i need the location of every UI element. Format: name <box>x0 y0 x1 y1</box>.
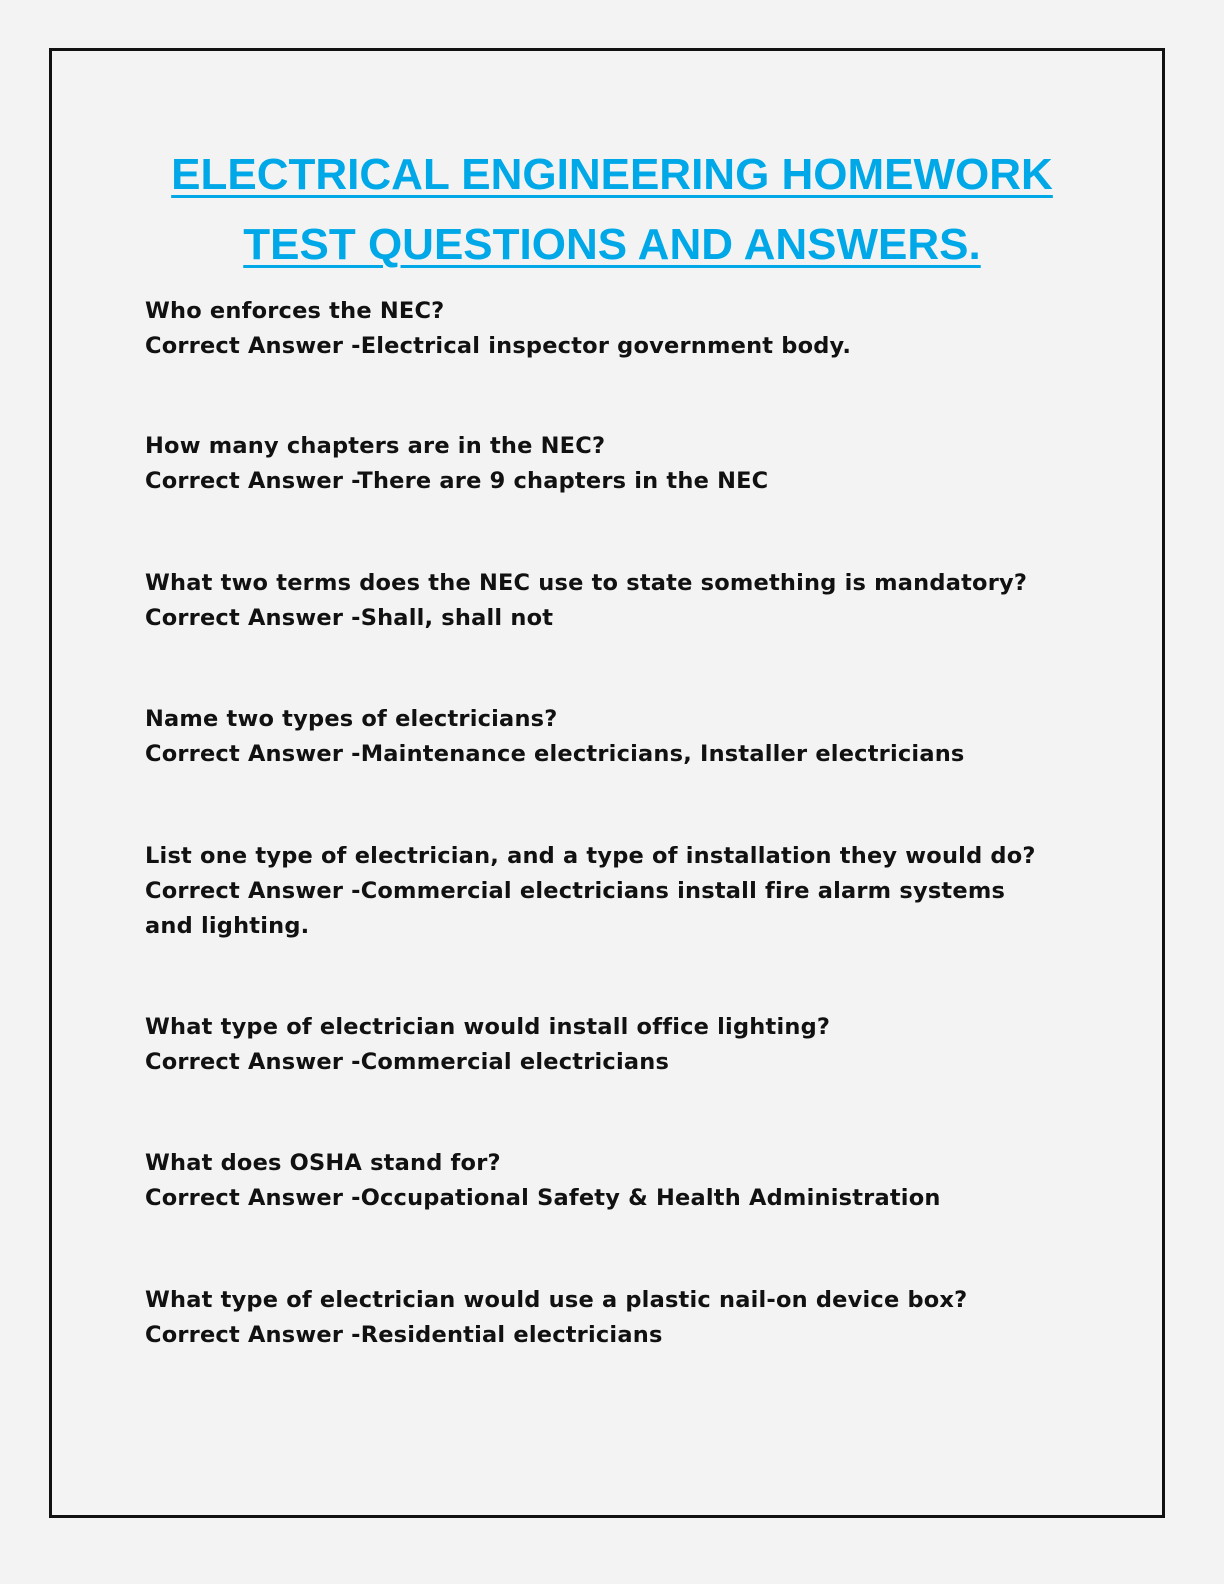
answer-value: Residential electricians <box>360 1322 663 1348</box>
answer-text <box>145 1318 1045 1353</box>
document-title <box>100 140 1124 280</box>
question-text: What type of electrician would use a plastic nail-on device box? <box>145 1287 968 1313</box>
question-text: What two terms does the NEC use to state something is mandatory? <box>145 570 1028 596</box>
answer-text <box>145 329 1045 364</box>
answer-value: Commercial electricians install fire alarm systems and lighting. <box>145 878 1006 939</box>
qa-item <box>145 1283 1045 1353</box>
answer-text <box>145 601 1045 636</box>
question-text: How many chapters are in the NEC? <box>145 433 606 459</box>
qa-item <box>145 702 1045 772</box>
answer-text <box>145 1045 1045 1080</box>
qa-item <box>145 294 1045 364</box>
answer-prefix: Correct Answer - <box>145 333 361 359</box>
answer-value: Commercial electricians <box>360 1049 670 1075</box>
answer-prefix: Correct Answer - <box>145 1185 361 1211</box>
qa-item <box>145 566 1045 636</box>
question-text: List one type of electrician, and a type of installation they would do? <box>145 843 1036 869</box>
answer-text <box>145 737 1045 772</box>
question-text: What does OSHA stand for? <box>145 1150 501 1176</box>
answer-prefix: Correct Answer - <box>145 468 358 494</box>
answer-text <box>145 464 1045 499</box>
answer-prefix: Correct Answer - <box>145 1049 361 1075</box>
qa-item <box>145 1010 1045 1080</box>
title-line-2: TEST QUESTIONS AND ANSWERS. <box>243 220 981 269</box>
question-text: Who enforces the NEC? <box>145 298 445 324</box>
answer-value: Occupational Safety & Health Administration <box>360 1185 941 1211</box>
answer-prefix: Correct Answer - <box>145 741 361 767</box>
qa-item <box>145 839 1045 944</box>
answer-value: Shall, shall not <box>360 605 554 631</box>
answer-prefix: Correct Answer - <box>145 878 361 904</box>
answer-text <box>145 874 1045 944</box>
answer-value: Electrical inspector government body. <box>360 333 852 359</box>
qa-item <box>145 429 1045 499</box>
answer-value: Maintenance electricians, Installer electricians <box>360 741 965 767</box>
answer-value: There are 9 chapters in the NEC <box>357 468 769 494</box>
answer-prefix: Correct Answer - <box>145 605 361 631</box>
title-line-1: ELECTRICAL ENGINEERING HOMEWORK <box>171 150 1053 199</box>
qa-item <box>145 1146 1045 1216</box>
answer-text <box>145 1181 1045 1216</box>
question-text: What type of electrician would install office lighting? <box>145 1014 831 1040</box>
answer-prefix: Correct Answer - <box>145 1322 361 1348</box>
question-text: Name two types of electricians? <box>145 706 558 732</box>
